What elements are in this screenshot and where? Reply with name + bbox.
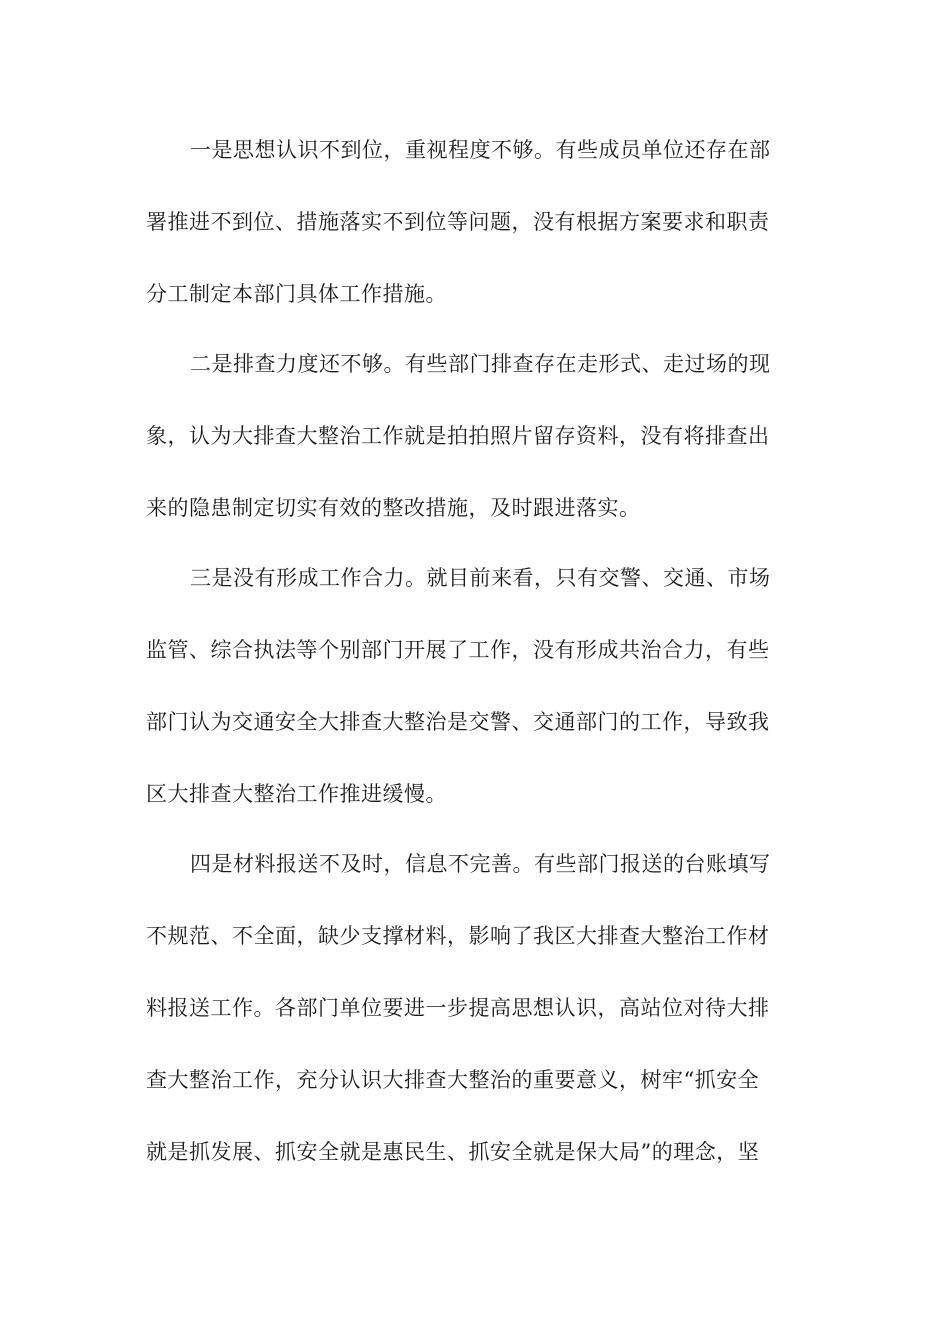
paragraph-4-line-4: 查大整治工作，充分认识大排查大整治的重要意义，树牢“抓安全 [146, 1068, 760, 1092]
paragraph-3-line-2: 监管、综合执法等个别部门开展了工作，没有形成共治合力，有些 [146, 638, 770, 662]
paragraph-4-line-2: 不规范、不全面，缺少支撑材料，影响了我区大排查大整治工作材 [146, 924, 770, 948]
paragraph-2-line-1: 二是排查力度还不够。有些部门排查存在走形式、走过场的现 [190, 352, 771, 376]
paragraph-2-line-2: 象，认为大排查大整治工作就是拍拍照片留存资料，没有将排查出 [146, 424, 770, 448]
paragraph-3-line-3: 部门认为交通安全大排查大整治是交警、交通部门的工作，导致我 [146, 710, 770, 734]
paragraph-4-line-1: 四是材料报送不及时，信息不完善。有些部门报送的台账填写 [190, 852, 771, 876]
paragraph-3-line-4: 区大排查大整治工作推进缓慢。 [146, 782, 447, 806]
paragraph-1-line-1: 一是思想认识不到位，重视程度不够。有些成员单位还存在部 [190, 138, 771, 162]
paragraph-4-line-3: 料报送工作。各部门单位要进一步提高思想认识，高站位对待大排 [146, 996, 770, 1020]
paragraph-1-line-3: 分工制定本部门具体工作措施。 [146, 282, 447, 306]
paragraph-3-line-1: 三是没有形成工作合力。就目前来看，只有交警、交通、市场 [190, 566, 771, 590]
paragraph-4-line-5: 就是抓发展、抓安全就是惠民生、抓安全就是保大局”的理念，坚 [146, 1140, 760, 1164]
paragraph-2-line-3: 来的隐患制定切实有效的整改措施，及时跟进落实。 [146, 496, 641, 520]
paragraph-1-line-2: 署推进不到位、措施落实不到位等问题，没有根据方案要求和职责 [146, 210, 770, 234]
